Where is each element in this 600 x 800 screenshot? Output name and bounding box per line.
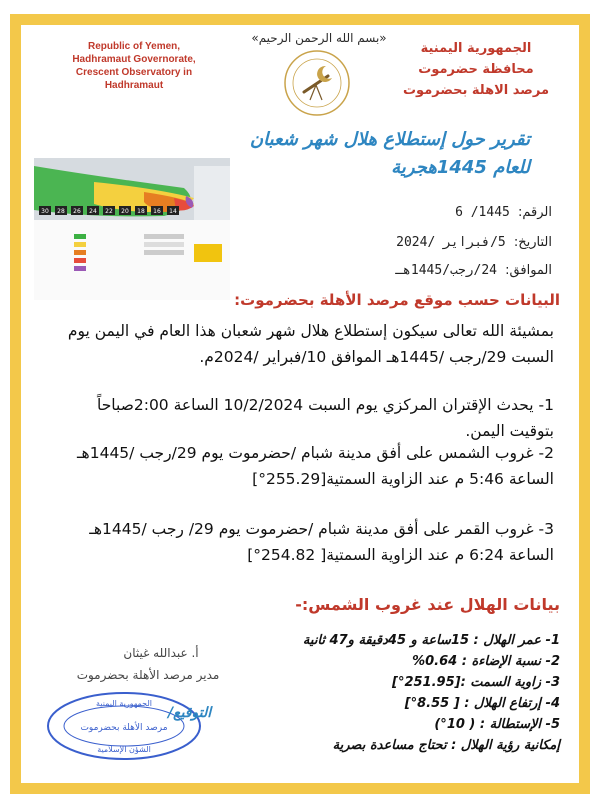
sunset-item: 2- غروب الشمس على أفق مدينة شبام /حضرموت يوم 29/رجب /1445هـ الساعة 5:46 م عند الزاوية السمتية[255.29°] xyxy=(77,444,554,488)
visibility: إمكانية رؤية الهلال : تحتاج مساعدة بصرية xyxy=(332,738,560,753)
report-number-value: 1445/ 6 xyxy=(455,205,510,220)
en-header-line: Republic of Yemen, xyxy=(87,41,181,52)
en-header-line: Crescent Observatory in xyxy=(75,67,193,78)
report-number xyxy=(455,204,552,222)
intro-paragraph: بمشيئة الله تعالى سيكون إستطلاع هلال شهر شعبان هذا العام في اليمن يوم السبت 29/رجب /1445هـ الموافق 10/فبراير /2024م. xyxy=(67,322,554,366)
official-stamp xyxy=(44,690,204,762)
signatory-name: أ. عبدالله غيثان xyxy=(123,646,199,660)
contour-label: 24 xyxy=(89,208,97,215)
report-hijri-label: الموافق: xyxy=(505,263,552,278)
signatory-role: مدير مرصد الأهلة بحضرموت xyxy=(76,668,220,682)
illumination: 2- نسبة الإضاءة : 0.64% xyxy=(412,654,560,669)
crescent-age: 1- عمر الهلال : 15ساعة و 45دقيقة و47 ثانية xyxy=(302,633,560,648)
report-hijri-date xyxy=(395,262,552,280)
english-header xyxy=(54,40,214,92)
report-hijri-value: 24/رجب/1445هـ xyxy=(395,263,497,278)
contour-label: 14 xyxy=(169,208,177,215)
ar-header-line: مرصد الاهلة بحضرموت xyxy=(402,83,549,98)
ar-header-line: الجمهورية اليمنية xyxy=(420,41,532,56)
report-number-label: الرقم: xyxy=(518,205,552,220)
en-header-line: Hadhramaut xyxy=(104,80,164,91)
contour-label: 30 xyxy=(41,208,49,215)
conjunction-item: 1- يحدث الإقتران المركزي يوم السبت 10/2/2024 الساعة 2:00صباحاً بتوقيت اليمن. xyxy=(96,396,554,440)
letterhead xyxy=(24,24,576,118)
crescent-data-list xyxy=(230,630,560,756)
report-date-label: التاريخ: xyxy=(513,235,552,250)
stamp-mid-text: مرصد الأهلة بحضرموت xyxy=(80,723,168,733)
ar-header-line: محافظة حضرموت xyxy=(418,62,534,77)
elongation: 5- الإستطالة : ( 10°) xyxy=(434,717,560,732)
report-date-value: 5/فبراير /2024 xyxy=(396,235,506,250)
arabic-header xyxy=(396,38,556,101)
section-heading-crescent: بيانات الهلال عند غروب الشمس:- xyxy=(295,595,560,614)
moonset-item: 3- غروب القمر على أفق مدينة شبام /حضرموت يوم 29/ رجب /1445هـ الساعة 6:24 م عند الزاوية السمتية[ 254.82°] xyxy=(89,520,554,564)
contour-label: 16 xyxy=(153,208,161,215)
azimuth: 3- زاوية السمت :[251.95°] xyxy=(392,675,560,690)
contour-label: 22 xyxy=(105,208,113,215)
report-title: تقرير حول إستطلاع هلال شهر شعبان للعام 1445هجرية xyxy=(249,129,530,178)
contour-label: 20 xyxy=(121,208,129,215)
altitude: 4- إرتفاع الهلال : [ 8.55°] xyxy=(404,696,560,711)
stamp-bottom-text: الشؤن الإسلامية xyxy=(97,745,151,754)
contour-label: 26 xyxy=(73,208,81,215)
contour-label: 18 xyxy=(137,208,145,215)
crescent-visibility-map xyxy=(34,158,230,300)
basmala: «بسم الله الرحمن الرحيم» xyxy=(251,31,387,45)
en-header-line: Hadhramaut Governorate, xyxy=(72,54,196,65)
signature-label: التوقيع/ xyxy=(168,705,212,721)
section-heading-location: البيانات حسب موقع مرصد الأهلة بحضرموت: xyxy=(234,291,560,309)
report-date xyxy=(396,234,552,252)
observatory-logo-icon xyxy=(282,48,352,118)
contour-label: 28 xyxy=(57,208,65,215)
stamp-top-text: الجمهورية اليمنية xyxy=(95,699,153,708)
